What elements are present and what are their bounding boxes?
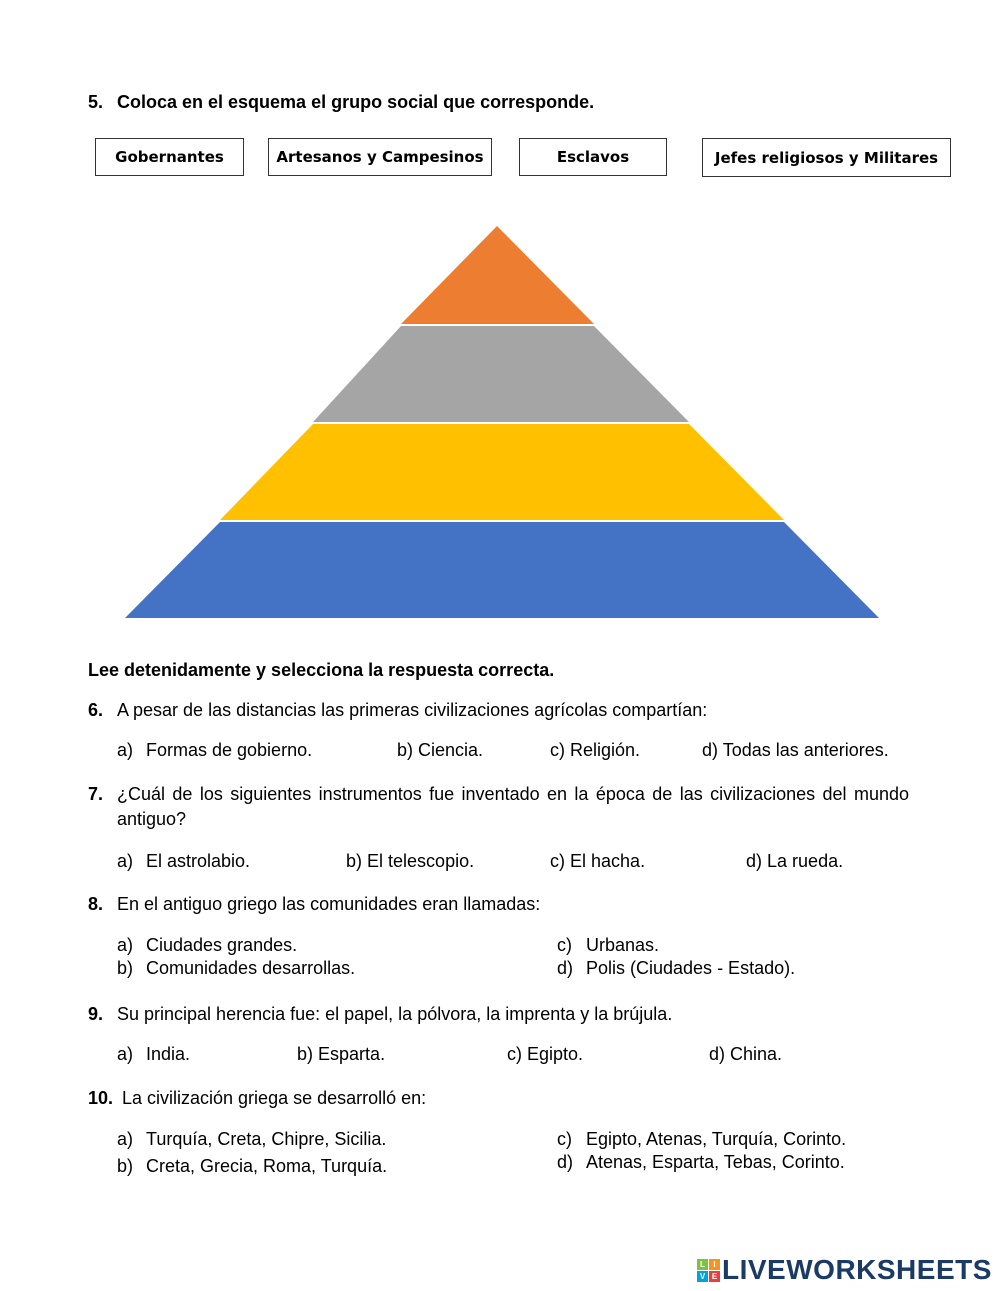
question-8 bbox=[88, 892, 908, 917]
section-title: Lee detenidamente y selecciona la respuesta correcta. bbox=[88, 660, 555, 680]
question-8-text: En el antiguo griego las comunidades eran llamadas: bbox=[117, 894, 541, 914]
pyramid-tier-base[interactable] bbox=[125, 522, 879, 618]
q6-option-b[interactable] bbox=[397, 739, 483, 761]
q10-option-d[interactable] bbox=[557, 1151, 845, 1173]
q9-option-a[interactable] bbox=[117, 1043, 190, 1065]
option-letter: a) bbox=[117, 935, 134, 955]
option-letter: b) bbox=[297, 1044, 314, 1064]
q9-option-d[interactable] bbox=[709, 1043, 782, 1065]
question-9-number: 9. bbox=[88, 1004, 104, 1024]
question-6-number: 6. bbox=[88, 700, 104, 720]
option-letter: b) bbox=[346, 851, 363, 871]
drag-box-artesanos-campesinos[interactable]: Artesanos y Campesinos bbox=[268, 138, 492, 176]
question-7-text: ¿Cuál de los siguientes instrumentos fue inventado en la época de las civilizaciones del mundo antiguo? bbox=[117, 784, 909, 829]
option-text: Egipto, Atenas, Turquía, Corinto. bbox=[586, 1129, 847, 1149]
option-letter: d) bbox=[702, 740, 719, 760]
option-text: Religión. bbox=[570, 740, 641, 760]
option-text: Turquía, Creta, Chipre, Sicilia. bbox=[146, 1129, 387, 1149]
option-letter: a) bbox=[117, 1129, 134, 1149]
option-text: Atenas, Esparta, Tebas, Corinto. bbox=[586, 1152, 845, 1172]
liveworksheets-logo bbox=[697, 1255, 992, 1285]
q7-option-a[interactable] bbox=[117, 850, 250, 872]
q9-option-c[interactable] bbox=[507, 1043, 583, 1065]
option-letter: a) bbox=[117, 740, 134, 760]
q6-option-d[interactable] bbox=[702, 739, 889, 761]
q10-option-c[interactable] bbox=[557, 1128, 846, 1150]
q7-option-b[interactable] bbox=[346, 850, 474, 872]
q7-option-d[interactable] bbox=[746, 850, 843, 872]
option-text: Esparta. bbox=[318, 1044, 386, 1064]
q9-option-b[interactable] bbox=[297, 1043, 385, 1065]
option-letter: c) bbox=[550, 851, 565, 871]
option-text: El astrolabio. bbox=[146, 851, 251, 871]
logo-mark-letter: V bbox=[697, 1271, 708, 1282]
q8-option-b[interactable] bbox=[117, 957, 355, 979]
question-7 bbox=[88, 782, 910, 832]
option-letter: a) bbox=[117, 851, 134, 871]
question-5-text: Coloca en el esquema el grupo social que corresponde. bbox=[117, 92, 595, 112]
option-text: El telescopio. bbox=[367, 851, 475, 871]
option-letter: d) bbox=[746, 851, 763, 871]
option-letter: c) bbox=[557, 935, 572, 955]
option-text: El hacha. bbox=[570, 851, 646, 871]
question-10-text: La civilización griega se desarrolló en: bbox=[122, 1088, 427, 1108]
option-letter: c) bbox=[550, 740, 565, 760]
q6-option-a[interactable] bbox=[117, 739, 312, 761]
question-10-number: 10. bbox=[88, 1088, 114, 1108]
question-7-number: 7. bbox=[88, 784, 104, 804]
logo-mark-icon bbox=[697, 1259, 720, 1282]
option-text: Polis (Ciudades - Estado). bbox=[586, 958, 796, 978]
question-10 bbox=[88, 1086, 908, 1111]
pyramid-tier-top[interactable] bbox=[401, 226, 594, 324]
drag-box-jefes-religiosos-militares[interactable]: Jefes religiosos y Militares bbox=[702, 138, 951, 177]
option-text: China. bbox=[730, 1044, 783, 1064]
question-8-number: 8. bbox=[88, 894, 104, 914]
option-letter: c) bbox=[507, 1044, 522, 1064]
pyramid-tier-3[interactable] bbox=[220, 424, 784, 520]
logo-mark-letter: E bbox=[709, 1271, 720, 1282]
q10-option-b[interactable] bbox=[117, 1155, 387, 1177]
q7-option-c[interactable] bbox=[550, 850, 645, 872]
option-letter: d) bbox=[709, 1044, 726, 1064]
option-text: Comunidades desarrollas. bbox=[146, 958, 356, 978]
drag-box-esclavos[interactable]: Esclavos bbox=[519, 138, 667, 176]
q10-option-a[interactable] bbox=[117, 1128, 386, 1150]
option-text: Ciudades grandes. bbox=[146, 935, 298, 955]
option-text: India. bbox=[146, 1044, 191, 1064]
q6-option-c[interactable] bbox=[550, 739, 640, 761]
question-5-number: 5. bbox=[88, 92, 104, 112]
logo-mark-letter: L bbox=[697, 1259, 708, 1270]
option-letter: a) bbox=[117, 1044, 134, 1064]
q8-option-d[interactable] bbox=[557, 957, 795, 979]
question-9-text: Su principal herencia fue: el papel, la pólvora, la imprenta y la brújula. bbox=[117, 1004, 673, 1024]
option-letter: d) bbox=[557, 958, 574, 978]
option-letter: b) bbox=[117, 958, 134, 978]
option-text: Egipto. bbox=[527, 1044, 584, 1064]
option-letter: d) bbox=[557, 1152, 574, 1172]
option-letter: b) bbox=[397, 740, 414, 760]
logo-wordmark: LIVEWORKSHEETS bbox=[722, 1254, 992, 1285]
question-6-text: A pesar de las distancias las primeras civilizaciones agrícolas compartían: bbox=[117, 700, 708, 720]
pyramid-tier-2[interactable] bbox=[313, 326, 689, 422]
option-letter: b) bbox=[117, 1156, 134, 1176]
logo-mark-letter: I bbox=[709, 1259, 720, 1270]
question-9 bbox=[88, 1002, 908, 1027]
drag-box-gobernantes[interactable]: Gobernantes bbox=[95, 138, 244, 176]
option-text: Urbanas. bbox=[586, 935, 660, 955]
option-text: Todas las anteriores. bbox=[722, 740, 889, 760]
option-text: Formas de gobierno. bbox=[146, 740, 313, 760]
q8-option-a[interactable] bbox=[117, 934, 297, 956]
option-letter: c) bbox=[557, 1129, 572, 1149]
question-6 bbox=[88, 698, 908, 723]
q8-option-c[interactable] bbox=[557, 934, 659, 956]
option-text: Creta, Grecia, Roma, Turquía. bbox=[146, 1156, 388, 1176]
social-pyramid bbox=[0, 0, 1000, 640]
option-text: La rueda. bbox=[767, 851, 844, 871]
option-text: Ciencia. bbox=[418, 740, 484, 760]
